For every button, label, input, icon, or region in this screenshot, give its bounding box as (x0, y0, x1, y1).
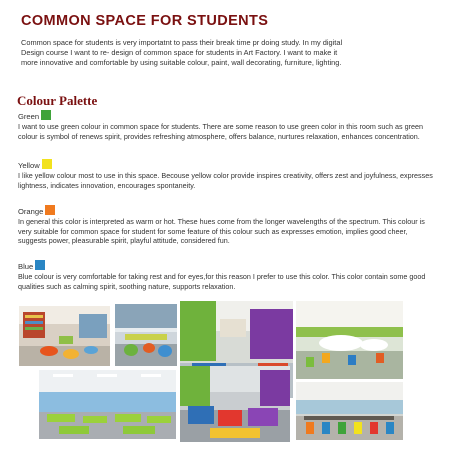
color-section-orange (18, 203, 436, 246)
color-swatch (35, 260, 45, 270)
color-name: Orange (18, 207, 44, 216)
color-description: I like yellow colour most to use in this space. Becouse yellow color provide inspires creativity, offers zest and joyfulness, expresses lightness, indicates innovation, encourages spontaneity. (18, 171, 433, 190)
color-section-blue (18, 258, 436, 291)
photo-lounge-chairs (180, 366, 290, 442)
photo-flower-tables (296, 301, 403, 379)
photo-cafe-chairs (296, 382, 403, 440)
color-section-green (18, 108, 436, 141)
color-swatch (42, 159, 52, 169)
photo-study-hall (39, 370, 176, 439)
color-name: Yellow (18, 161, 40, 170)
color-swatch (45, 205, 55, 215)
color-section-yellow (18, 157, 436, 190)
color-name: Blue (18, 262, 34, 271)
photo-seating-pods (115, 304, 177, 366)
color-description: Blue colour is very comfortable for taking rest and for eyes,for this reason I prefer to use this color. This color contain some good qualities such as calming spirit, soothing nature, supports relaxation. (18, 272, 426, 291)
color-name: Green (18, 112, 40, 121)
photo-reading-lounge (19, 306, 110, 366)
palette-heading: Colour Palette (17, 93, 98, 108)
color-swatch (41, 110, 51, 120)
intro-paragraph: Common space for students is very importatnt to pass their break time pr doing study. In my digital Design course I want to re- design of common space for students in Art Factory. I want to make it more innovative and comfortable by using suitable colour, paint, wall decorating, furniture, lighting. (21, 38, 343, 67)
color-description: In general this color is interpreted as warm or hot. These hues come from the longer wavelengths of the spectrum. This colour is very suitable for common space for student for some feature of this colour such as expresses emotion, implies good cheer, suggests power, pleasurable spirit, playful attitude, considered fun. (18, 217, 425, 246)
page-title: COMMON SPACE FOR STUDENTS (21, 13, 269, 29)
color-description: I want to use green colour in common space for students. There are some reason to use green color in this room such as green colour is symbol of renews spirit, provides refreshing atmosphere, offers balance, nurtures relaxation, enhances concentration. (18, 122, 423, 141)
